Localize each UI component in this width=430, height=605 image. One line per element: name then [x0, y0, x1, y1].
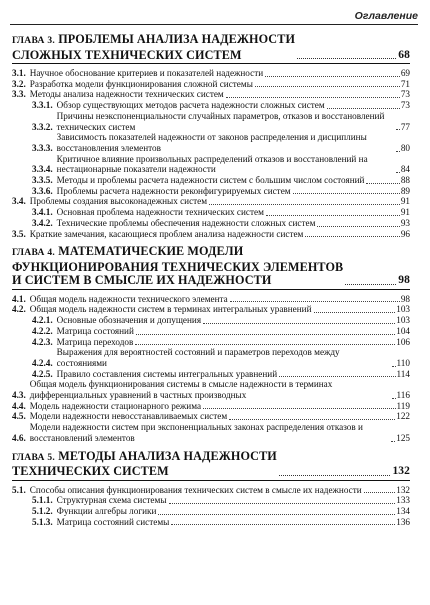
entry-number: 4.4.: [12, 400, 26, 411]
toc-entry[interactable]: [12, 422, 410, 443]
toc-entry[interactable]: [12, 229, 410, 240]
chapter-heading[interactable]: [12, 33, 410, 62]
table-of-contents: [12, 33, 410, 533]
entry-number: 3.3.5.: [32, 175, 53, 186]
chapter-rule: [12, 480, 410, 481]
entry-page-number: 80: [400, 142, 410, 153]
dot-leader: [392, 398, 396, 399]
entry-title: Проблемы создания высоконадежных систем: [29, 196, 208, 207]
entry-number: 4.2.5.: [32, 368, 53, 379]
entry-number: 4.2.2.: [32, 325, 53, 336]
chapter-heading-text: [12, 33, 295, 62]
chapter-label: ГЛАВА 4.: [12, 248, 56, 259]
dot-leader: [391, 441, 395, 442]
dot-leader: [327, 108, 400, 109]
entry-title: Научное обоснование критериев и показателей надежности: [29, 68, 264, 78]
dot-leader: [396, 172, 400, 173]
entry-title: Зависимость показателей надежности от законов распределения и дисциплины восстановления элементов: [56, 132, 367, 153]
entry-title: Функции алгебры логики: [56, 506, 157, 516]
dot-leader: [135, 344, 395, 345]
entry-page-number: 122: [396, 411, 410, 422]
chapter-section: [12, 450, 410, 528]
entry-number: 5.1.1.: [32, 495, 53, 506]
chapter-heading-text: [12, 245, 343, 288]
entry-page-number: 136: [396, 516, 410, 527]
entry-number: 3.1.: [12, 68, 26, 78]
toc-subentry[interactable]: [12, 100, 410, 111]
entry-title: Технические проблемы обеспечения надежности сложных систем: [56, 217, 316, 228]
dot-leader: [314, 312, 396, 313]
entry-title: Способы описания функционирования технических систем в смысле их надежности: [29, 484, 362, 495]
chapter-section: [12, 245, 410, 443]
entry-title: Краткие замечания, касающиеся проблем анализа надежности систем: [29, 228, 304, 239]
entry-number: 3.3.1.: [32, 100, 53, 111]
entry-page-number: 91: [400, 196, 410, 207]
entry-number: 3.4.2.: [32, 217, 53, 228]
entry-title: Структурная схема системы: [56, 495, 167, 506]
toc-subentry[interactable]: [12, 495, 410, 506]
entry-page-number: 116: [396, 390, 410, 401]
toc-subentry[interactable]: [12, 175, 410, 186]
chapter-heading[interactable]: [12, 245, 410, 288]
chapter-page-number: 68: [398, 48, 410, 61]
entry-page-number: 133: [396, 495, 410, 506]
chapter-page-number: 98: [398, 274, 410, 287]
chapter-heading-text: [12, 450, 277, 479]
dot-leader: [203, 408, 396, 409]
entry-number: 3.2.: [12, 78, 26, 89]
entry-number: 4.6.: [12, 432, 26, 443]
entry-number: 3.3.: [12, 89, 26, 100]
entry-number: 3.3.6.: [32, 185, 53, 196]
toc-subentry[interactable]: [12, 369, 410, 380]
entry-page-number: 84: [400, 164, 410, 175]
entry-page-number: 103: [396, 304, 410, 315]
entry-number: 4.3.: [12, 390, 26, 401]
dot-leader: [158, 514, 395, 515]
entry-page-number: 106: [396, 336, 410, 347]
entry-title: Выражения для вероятностей состояний и параметров переходов между состояниями: [56, 347, 340, 368]
toc-subentry[interactable]: [12, 517, 410, 528]
entry-page-number: 132: [396, 484, 410, 495]
entry-title: Разработка модели функционирования сложной системы: [29, 78, 253, 89]
toc-subentry[interactable]: [12, 347, 410, 368]
entry-title: Методы анализа надежности технических систем: [29, 89, 224, 100]
toc-subentry[interactable]: [12, 506, 410, 517]
dot-leader: [293, 193, 400, 194]
entry-title: Общая модель функционирования системы в смысле надежности в терминах дифференциальных уравнений в частных производных: [29, 379, 333, 401]
toc-subentry[interactable]: [12, 154, 410, 175]
toc-entry[interactable]: [12, 379, 410, 400]
entry-title: Матрица состояний: [56, 325, 134, 336]
dot-leader: [171, 524, 395, 525]
entry-number: 4.1.: [12, 293, 26, 304]
running-header: Оглавление: [10, 10, 418, 25]
entry-title: Модель надежности стационарного режима: [29, 400, 202, 411]
dot-leader: [396, 129, 400, 130]
dot-leader: [366, 183, 399, 184]
toc-subentry[interactable]: [12, 315, 410, 326]
entry-number: 5.1.3.: [32, 516, 53, 527]
chapter-title: МЕТОДЫ АНАЛИЗА НАДЕЖНОСТИ ТЕХНИЧЕСКИХ СИСТЕМ: [12, 448, 277, 479]
dot-leader: [226, 97, 400, 98]
entry-page-number: 88: [400, 175, 410, 186]
toc-subentry[interactable]: [12, 111, 410, 132]
toc-subentry[interactable]: [12, 218, 410, 229]
toc-subentry[interactable]: [12, 132, 410, 153]
entry-page-number: 93: [400, 217, 410, 228]
dot-leader: [266, 215, 400, 216]
toc-subentry[interactable]: [12, 207, 410, 218]
entry-page-number: 114: [396, 368, 410, 379]
dot-leader: [392, 366, 396, 367]
entry-title: Матрица переходов: [56, 336, 134, 347]
dot-leader: [364, 492, 396, 493]
dot-leader: [265, 76, 400, 77]
toc-entry[interactable]: [12, 401, 410, 412]
toc-entry[interactable]: [12, 485, 410, 496]
entry-number: 5.1.: [12, 484, 26, 495]
dot-leader: [317, 226, 399, 227]
dot-leader: [169, 503, 396, 504]
entry-number: 3.3.3.: [32, 142, 53, 153]
chapter-rule: [12, 289, 410, 290]
toc-subentry[interactable]: [12, 186, 410, 197]
toc-subentry[interactable]: [12, 337, 410, 348]
dot-leader: [396, 151, 400, 152]
dot-leader: [279, 376, 395, 377]
chapter-title: МАТЕМАТИЧЕСКИЕ МОДЕЛИ ФУНКЦИОНИРОВАНИЯ ТЕХНИЧЕСКИХ ЭЛЕМЕНТОВ И СИСТЕМ В СМЫСЛЕ ИХ НАДЕЖНОСТИ: [12, 244, 344, 288]
chapter-section: [12, 33, 410, 239]
entry-title: Модели надежности систем при экспоненциальных законах распределения отказов и восстановлений элементов: [29, 422, 363, 443]
toc-entry[interactable]: [12, 89, 410, 100]
dot-leader: [136, 334, 395, 335]
entry-number: 4.2.4.: [32, 357, 53, 368]
toc-entry[interactable]: [12, 411, 410, 422]
chapter-label: ГЛАВА 3.: [12, 36, 56, 46]
entry-title: Критичное влияние произвольных распределений отказов и восстановлений на нестационарные показатели надежности: [56, 153, 368, 175]
chapter-title: ПРОБЛЕМЫ АНАЛИЗА НАДЕЖНОСТИ СЛОЖНЫХ ТЕХНИЧЕСКИХ СИСТЕМ: [12, 32, 296, 62]
toc-entry[interactable]: [12, 304, 410, 315]
entry-page-number: 71: [400, 78, 410, 89]
entry-title: Модели надежности невосстанавливаемых систем: [29, 411, 228, 422]
dot-leader: [305, 236, 399, 237]
dot-leader: [345, 284, 396, 285]
entry-page-number: 119: [396, 400, 410, 411]
entry-page-number: 69: [400, 68, 410, 78]
entry-title: Методы и проблемы расчета надежности систем с большим числом состояний: [56, 175, 365, 186]
entry-number: 3.5.: [12, 228, 26, 239]
entry-page-number: 134: [396, 506, 410, 516]
dot-leader: [229, 419, 395, 420]
entry-title: Матрица состояний системы: [56, 516, 170, 527]
entry-page-number: 98: [400, 293, 410, 304]
toc-entry[interactable]: [12, 68, 410, 79]
chapter-label: ГЛАВА 5.: [12, 452, 56, 463]
entry-title: Причины неэкспоненциальности случайных параметров, отказов и восстановлений технических систем: [56, 110, 385, 132]
entry-page-number: 73: [400, 89, 410, 100]
entry-page-number: 103: [396, 315, 410, 326]
toc-entry[interactable]: [12, 196, 410, 207]
dot-leader: [209, 204, 400, 205]
entry-number: 4.2.1.: [32, 315, 53, 326]
entry-page-number: 104: [396, 325, 410, 336]
dot-leader: [203, 323, 395, 324]
chapter-rule: [12, 63, 410, 64]
entry-title: Общая модель надежности технического элемента: [29, 293, 228, 304]
dot-leader: [297, 58, 396, 59]
entry-title: Общая модель надежности систем в терминах интегральных уравнений: [29, 304, 312, 315]
entry-number: 3.3.4.: [32, 164, 53, 175]
entry-title: Основная проблема надежности технических систем: [56, 207, 264, 218]
entry-number: 4.2.: [12, 304, 26, 315]
toc-entry[interactable]: [12, 79, 410, 90]
entry-page-number: 73: [400, 100, 410, 111]
entry-number: 3.4.1.: [32, 207, 53, 218]
entry-page-number: 125: [396, 432, 410, 443]
entry-number: 4.2.3.: [32, 336, 53, 347]
entry-page-number: 91: [400, 207, 410, 218]
chapter-page-number: 132: [392, 465, 410, 478]
entry-number: 4.5.: [12, 411, 26, 422]
entry-number: 5.1.2.: [32, 506, 53, 516]
entry-page-number: 110: [396, 357, 410, 368]
entry-page-number: 89: [400, 185, 410, 196]
chapter-heading[interactable]: [12, 450, 410, 479]
toc-entry[interactable]: [12, 294, 410, 305]
dot-leader: [279, 475, 391, 476]
entry-number: 3.3.2.: [32, 121, 53, 132]
entry-title: Проблемы расчета надежности реконфигурируемых систем: [56, 185, 291, 196]
entry-page-number: 77: [400, 121, 410, 132]
toc-subentry[interactable]: [12, 326, 410, 337]
entry-title: Правило составления системы интегральных уравнений: [56, 368, 278, 379]
dot-leader: [230, 301, 400, 302]
entry-page-number: 96: [400, 228, 410, 239]
dot-leader: [255, 86, 400, 87]
entry-number: 3.4.: [12, 196, 26, 207]
entry-title: Основные обозначения и допущения: [56, 315, 202, 326]
entry-title: Обзор существующих методов расчета надежности сложных систем: [56, 100, 325, 111]
